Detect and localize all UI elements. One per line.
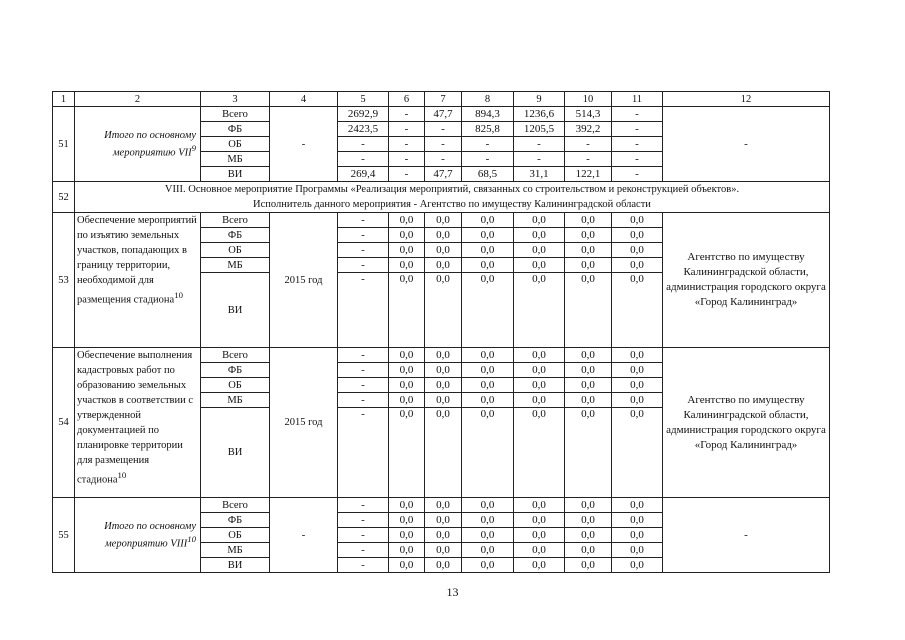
value-cell: 0,0: [565, 273, 612, 348]
value-cell: 0,0: [425, 378, 462, 393]
value-cell: 0,0: [425, 243, 462, 258]
value-cell: 0,0: [514, 228, 565, 243]
value-cell: -: [612, 107, 663, 122]
activity-name: [75, 498, 201, 573]
value-cell: -: [338, 498, 389, 513]
period: 2015 год: [270, 348, 338, 498]
value-cell: -: [514, 152, 565, 167]
value-cell: -: [338, 228, 389, 243]
value-cell: 0,0: [389, 348, 425, 363]
period: 2015 год: [270, 213, 338, 348]
value-cell: 0,0: [514, 213, 565, 228]
funding-source: Всего: [201, 213, 270, 228]
activity-name-text: Обеспечение выполнения кадастровых работ по образованию земельных участков в соответствии с утвержденной документацией по планировке территории для размещения стадиона: [77, 350, 194, 486]
value-cell: 1236,6: [514, 107, 565, 122]
value-cell: 0,0: [514, 513, 565, 528]
funding-source: ОБ: [201, 378, 270, 393]
value-cell: 0,0: [462, 273, 514, 348]
value-cell: 0,0: [389, 498, 425, 513]
value-cell: 0,0: [462, 393, 514, 408]
value-cell: -: [338, 152, 389, 167]
value-cell: 0,0: [612, 378, 663, 393]
activity-name-text: Итого по основному мероприятию VIII: [104, 520, 196, 550]
value-cell: 0,0: [462, 408, 514, 498]
value-cell: 0,0: [425, 543, 462, 558]
value-cell: -: [389, 107, 425, 122]
value-cell: 2692,9: [338, 107, 389, 122]
funding-source: Всего: [201, 348, 270, 363]
value-cell: -: [338, 393, 389, 408]
section-header-row: [53, 182, 830, 213]
funding-source: ВИ: [201, 408, 270, 498]
col-header: 5: [338, 92, 389, 107]
value-cell: 0,0: [612, 213, 663, 228]
value-cell: 0,0: [612, 273, 663, 348]
funding-source: ВИ: [201, 558, 270, 573]
value-cell: 0,0: [565, 213, 612, 228]
value-cell: 0,0: [514, 273, 565, 348]
value-cell: 0,0: [565, 528, 612, 543]
value-cell: 0,0: [389, 363, 425, 378]
col-header: 3: [201, 92, 270, 107]
value-cell: 0,0: [425, 228, 462, 243]
value-cell: 0,0: [462, 558, 514, 573]
value-cell: 0,0: [514, 258, 565, 273]
value-cell: 0,0: [514, 408, 565, 498]
activity-name: [75, 348, 201, 498]
funding-source: ФБ: [201, 122, 270, 137]
value-cell: -: [338, 258, 389, 273]
value-cell: -: [425, 152, 462, 167]
value-cell: 0,0: [514, 528, 565, 543]
value-cell: 0,0: [565, 498, 612, 513]
funding-source: Всего: [201, 498, 270, 513]
activity-name: [75, 107, 201, 182]
value-cell: 1205,5: [514, 122, 565, 137]
value-cell: 0,0: [462, 348, 514, 363]
value-cell: -: [338, 273, 389, 348]
header-row: [53, 92, 830, 107]
budget-table: [52, 91, 830, 573]
value-cell: 0,0: [514, 393, 565, 408]
table-body: [53, 92, 830, 573]
value-cell: 0,0: [565, 408, 612, 498]
value-cell: 2423,5: [338, 122, 389, 137]
value-cell: 0,0: [565, 558, 612, 573]
value-cell: 0,0: [425, 498, 462, 513]
value-cell: 0,0: [612, 228, 663, 243]
funding-source: ОБ: [201, 137, 270, 152]
col-header: 11: [612, 92, 663, 107]
value-cell: 0,0: [565, 228, 612, 243]
value-cell: 0,0: [425, 258, 462, 273]
value-cell: 0,0: [462, 363, 514, 378]
value-cell: 0,0: [462, 498, 514, 513]
table-row: [53, 348, 830, 363]
value-cell: 0,0: [389, 213, 425, 228]
value-cell: 0,0: [565, 348, 612, 363]
value-cell: -: [338, 543, 389, 558]
value-cell: 0,0: [565, 543, 612, 558]
value-cell: 0,0: [565, 378, 612, 393]
value-cell: 514,3: [565, 107, 612, 122]
value-cell: 0,0: [462, 243, 514, 258]
value-cell: 0,0: [389, 513, 425, 528]
value-cell: 0,0: [612, 543, 663, 558]
value-cell: 0,0: [425, 273, 462, 348]
value-cell: 0,0: [514, 498, 565, 513]
funding-source: ФБ: [201, 363, 270, 378]
value-cell: -: [612, 122, 663, 137]
value-cell: 0,0: [612, 513, 663, 528]
value-cell: 0,0: [565, 363, 612, 378]
value-cell: -: [338, 137, 389, 152]
value-cell: -: [338, 363, 389, 378]
value-cell: 0,0: [612, 363, 663, 378]
value-cell: 0,0: [425, 363, 462, 378]
value-cell: 269,4: [338, 167, 389, 182]
value-cell: 0,0: [612, 558, 663, 573]
col-header: 8: [462, 92, 514, 107]
value-cell: -: [514, 137, 565, 152]
executor: -: [663, 107, 830, 182]
row-number: 53: [53, 213, 75, 348]
value-cell: -: [338, 378, 389, 393]
value-cell: -: [612, 167, 663, 182]
value-cell: -: [612, 152, 663, 167]
value-cell: 0,0: [462, 228, 514, 243]
value-cell: 0,0: [514, 348, 565, 363]
value-cell: 825,8: [462, 122, 514, 137]
value-cell: -: [462, 152, 514, 167]
value-cell: -: [338, 408, 389, 498]
col-header: 2: [75, 92, 201, 107]
value-cell: -: [462, 137, 514, 152]
value-cell: 0,0: [514, 543, 565, 558]
value-cell: -: [612, 137, 663, 152]
activity-name-text: Обеспечение мероприятий по изъятию земельных участков, попадающих в границу территории, необходимой для размещения стадиона: [77, 215, 197, 306]
value-cell: 0,0: [612, 498, 663, 513]
value-cell: 0,0: [425, 558, 462, 573]
section-header: [75, 182, 830, 213]
value-cell: 0,0: [389, 543, 425, 558]
value-cell: 0,0: [612, 408, 663, 498]
value-cell: 47,7: [425, 107, 462, 122]
value-cell: 0,0: [389, 528, 425, 543]
funding-source: ФБ: [201, 228, 270, 243]
value-cell: -: [425, 137, 462, 152]
funding-source: ВИ: [201, 167, 270, 182]
value-cell: 0,0: [612, 258, 663, 273]
footnote-ref: 10: [187, 533, 196, 544]
col-header: 6: [389, 92, 425, 107]
page-number: 13: [446, 585, 459, 599]
value-cell: 392,2: [565, 122, 612, 137]
funding-source: ОБ: [201, 528, 270, 543]
funding-source: МБ: [201, 393, 270, 408]
value-cell: 0,0: [514, 558, 565, 573]
value-cell: 0,0: [462, 378, 514, 393]
value-cell: 0,0: [612, 243, 663, 258]
value-cell: 0,0: [389, 243, 425, 258]
funding-source: Всего: [201, 107, 270, 122]
executor: Агентство по имуществу Калининградской области, администрация городского округа «Город Калининград»: [663, 348, 830, 498]
value-cell: -: [565, 137, 612, 152]
section-title: VIII. Основное мероприятие Программы «Реализация мероприятий, связанных со строительством и реконструкцией объектов».: [164, 184, 740, 195]
col-header: 4: [270, 92, 338, 107]
row-number: 51: [53, 107, 75, 182]
value-cell: 0,0: [389, 393, 425, 408]
value-cell: 0,0: [565, 243, 612, 258]
row-number: 55: [53, 498, 75, 573]
value-cell: 0,0: [514, 363, 565, 378]
value-cell: -: [565, 152, 612, 167]
period: -: [270, 498, 338, 573]
footnote-ref: 10: [174, 290, 183, 300]
executor: Агентство по имуществу Калининградской области, администрация городского округа «Город Калининград»: [663, 213, 830, 348]
value-cell: -: [338, 243, 389, 258]
value-cell: 0,0: [389, 273, 425, 348]
value-cell: 68,5: [462, 167, 514, 182]
value-cell: 0,0: [514, 243, 565, 258]
funding-source: ФБ: [201, 513, 270, 528]
value-cell: 47,7: [425, 167, 462, 182]
value-cell: 0,0: [425, 513, 462, 528]
value-cell: -: [338, 528, 389, 543]
value-cell: -: [389, 122, 425, 137]
value-cell: -: [338, 348, 389, 363]
value-cell: 0,0: [462, 258, 514, 273]
col-header: 7: [425, 92, 462, 107]
footnote-ref: 10: [117, 470, 127, 480]
executor: -: [663, 498, 830, 573]
value-cell: 0,0: [389, 228, 425, 243]
value-cell: -: [389, 137, 425, 152]
value-cell: 0,0: [514, 378, 565, 393]
value-cell: 0,0: [565, 258, 612, 273]
funding-source: ВИ: [201, 273, 270, 348]
value-cell: 0,0: [462, 213, 514, 228]
value-cell: 0,0: [425, 348, 462, 363]
value-cell: 894,3: [462, 107, 514, 122]
value-cell: 0,0: [425, 528, 462, 543]
value-cell: 0,0: [612, 528, 663, 543]
value-cell: 0,0: [462, 528, 514, 543]
row-number: 52: [53, 182, 75, 213]
funding-source: МБ: [201, 152, 270, 167]
value-cell: -: [389, 152, 425, 167]
value-cell: 0,0: [462, 513, 514, 528]
value-cell: -: [389, 167, 425, 182]
row-number: 54: [53, 348, 75, 498]
value-cell: 0,0: [612, 393, 663, 408]
col-header: 1: [53, 92, 75, 107]
section-executor: Исполнитель данного мероприятия - Агентство по имуществу Калининградской области: [253, 199, 651, 210]
col-header: 9: [514, 92, 565, 107]
value-cell: 0,0: [389, 408, 425, 498]
period: -: [270, 107, 338, 182]
value-cell: 122,1: [565, 167, 612, 182]
col-header: 12: [663, 92, 830, 107]
value-cell: -: [425, 122, 462, 137]
value-cell: -: [338, 513, 389, 528]
table-row: [53, 107, 830, 122]
footnote-ref: 9: [191, 142, 196, 153]
value-cell: 0,0: [425, 393, 462, 408]
value-cell: 0,0: [565, 393, 612, 408]
col-header: 10: [565, 92, 612, 107]
value-cell: 0,0: [389, 258, 425, 273]
activity-name: [75, 213, 201, 348]
value-cell: 31,1: [514, 167, 565, 182]
value-cell: 0,0: [389, 378, 425, 393]
table-row: [53, 498, 830, 513]
value-cell: 0,0: [565, 513, 612, 528]
table-row: [53, 213, 830, 228]
funding-source: МБ: [201, 258, 270, 273]
value-cell: -: [338, 558, 389, 573]
activity-name-text: Итого по основному мероприятию VII: [104, 129, 196, 159]
funding-source: МБ: [201, 543, 270, 558]
value-cell: 0,0: [389, 558, 425, 573]
funding-source: ОБ: [201, 243, 270, 258]
value-cell: -: [338, 213, 389, 228]
value-cell: 0,0: [462, 543, 514, 558]
value-cell: 0,0: [425, 213, 462, 228]
value-cell: 0,0: [612, 348, 663, 363]
value-cell: 0,0: [425, 408, 462, 498]
